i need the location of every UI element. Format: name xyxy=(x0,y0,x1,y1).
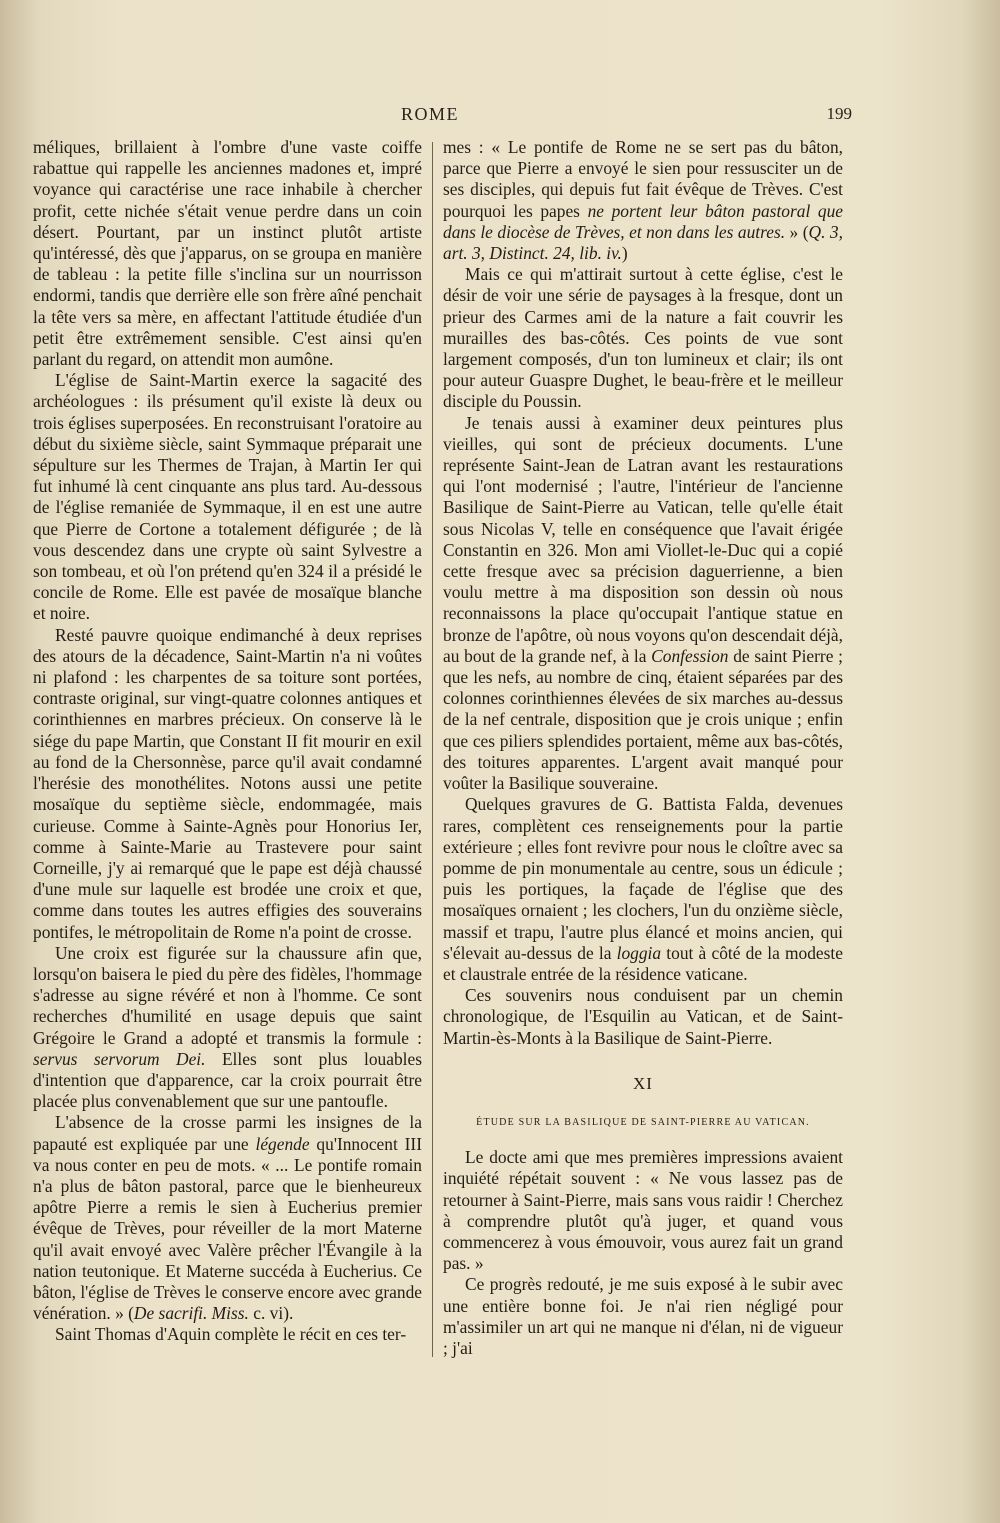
italic-phrase: ne portent leur bâton pastoral que dans le diocèse de Trèves, et non dans les autres. xyxy=(443,200,843,242)
citation: De sacrifi. Miss. xyxy=(133,1303,249,1324)
text-run: mes : « Le pontife de Rome ne se sert pas du bâton, parce que Pierre a envoyé le sien pour ressusciter un de ses disciples, qui depuis fut fait évêque de Trèves. C'est pourquoi les papes xyxy=(443,137,843,221)
right-column xyxy=(443,137,843,1359)
running-head xyxy=(0,104,1000,132)
italic-phrase: légende xyxy=(255,1133,310,1154)
paragraph xyxy=(443,137,843,264)
section-number: XI xyxy=(633,1073,653,1093)
text-run: c. vi). xyxy=(253,1303,294,1324)
text-run: tout à côté de la modeste et claustrale entrée de la résidence vaticane. xyxy=(443,942,843,984)
italic-phrase: servus servorum Dei. xyxy=(33,1048,206,1069)
page-title: ROME xyxy=(400,104,459,124)
text-run: » ( xyxy=(789,221,809,242)
paragraph: méliques, brillaient à l'ombre d'une vaste coiffe rabattue qui rappelle les anciennes madones et, impré voyance qui caractérise une race inhabile à chercher profit, cette nichée s'était venue perdre dans un coin désert. Pourtant, par un instinct plutôt artiste qu'intéressé, dès que j'apparus, on se groupa en manière de tableau : la petite fille s'inclina sur un nourrisson endormi, tandis que derrière elle son frère aîné penchait la tête vers sa mère, en affectant l'attitude étudiée d'un petit être extrêmement sensible. C'est ainsi qu'en parlant du regard, on attendit mon aumône. xyxy=(33,137,422,370)
text-run: de saint Pierre ; que les nefs, au nombre de cinq, étaient séparées par des colonnes corinthiennes élevées de six marches au-dessus de la nef centrale, disposition que je crois unique ; enfin que ces piliers splendides portaient, même aux bas-côtés, des toitures apparentes. L'argent avait manqué pour voûter la Basilique souveraine. xyxy=(443,645,843,794)
text-run: Je tenais aussi à examiner deux peintures plus vieilles, qui sont de précieux documents. L'une représente Saint-Jean de Latran avant les restaurations qui l'ont modernisé ; l'autre, l'intérieur de l'ancienne Basilique de Saint-Pierre au Vatican, telle qu'elle était sous Nicolas V, telle en conséquence que l'avait érigée Constantin en 326. Mon ami Viollet-le-Duc qui a copié cette fresque avec sa précision daguerrienne, a bien voulu mettre à ma disposition son dessin où nous reconnaissons la place qu'occupait l'antique statue en bronze de l'apôtre, où nous voyons qu'on descendait déjà, au bout de la grande nef, à la xyxy=(443,412,843,666)
paragraph xyxy=(443,794,843,985)
paragraph: Le docte ami que mes premières impressions avaient inquiété répétait souvent : « Ne vous lassez pas de retourner à Saint-Pierre, mais sans vous raidir ! Cherchez à comprendre plutôt qu'à juger, et quand vous commencerez à vous émouvoir, vous aurez fait un grand pas. » xyxy=(443,1147,843,1274)
paragraph xyxy=(443,413,843,795)
paragraph xyxy=(33,943,422,1113)
italic-phrase: loggia xyxy=(616,942,662,963)
text-run: qu'Innocent III va nous conter en peu de mots. « ... Le pontife romain n'a plus de bâton pastoral, parce que le bienheureux apôtre Pierre a remis le sien à Eucherius premier évêque de Trèves, pour réveiller de la mort Materne qu'il avait envoyé avec Valère prêcher l'Évangile à la nation teutonique. Et Materne succéda à Eucherius. Ce bâton, l'église de Trèves le conserve encore avec grande vénération. » ( xyxy=(33,1133,422,1324)
paragraph: Ces souvenirs nous conduisent par un chemin chronologique, de l'Esquilin au Vatican, et de Saint-Martin-ès-Monts à la Basilique de Saint-Pierre. xyxy=(443,985,843,1048)
section-title: ÉTUDE SUR LA BASILIQUE DE SAINT-PIERRE AU VATICAN. xyxy=(476,1116,810,1128)
paragraph: Mais ce qui m'attirait surtout à cette église, c'est le désir de voir une série de paysages à la fresque, dont un prieur des Carmes ami de la nature a fait couvrir les murailles des bas-côtés. Ces points de vue sont largement composés, d'un ton lumineux et clair; ils ont pour auteur Guaspre Dughet, le beau-frère et le meilleur disciple du Poussin. xyxy=(443,264,843,412)
paragraph: Resté pauvre quoique endimanché à deux reprises des atours de la décadence, Saint-Martin n'a ni voûtes ni plafond : les charpentes de sa toiture sont portées, contraste original, sur vingt-quatre colonnes antiques et corinthiennes en marbres précieux. On conserve là le siége du pape Martin, que Constant II fit mourir en exil au fond de la Chersonnèse, parce qu'il avait condamné l'herésie des monothélites. Notons aussi une petite mosaïque du septième siècle, endommagée, mais curieuse. Comme à Sainte-Agnès pour Honorius Ier, comme à Sainte-Marie au Trastevere pour saint Corneille, j'y ai remarqué que le pape est déjà chaussé d'une mule sur laquelle est brodée une croix et que, comme dans toutes les autres effigies des souverains pontifes, le métropolitain de Rome n'a point de crosse. xyxy=(33,624,422,942)
text-run: Elles sont plus louables d'intention que d'apparence, car la croix pourrait être placée plus convenablement que sur une pantoufle. xyxy=(33,1048,422,1112)
paragraph: Ce progrès redouté, je me suis exposé à le subir avec une entière bonne foi. Je n'ai rien négligé pour m'assimiler un art qui ne manque ni d'élan, ni de vigueur ; j'ai xyxy=(443,1274,843,1358)
left-column xyxy=(33,137,422,1346)
italic-phrase: Confession xyxy=(651,645,729,666)
text-run: ) xyxy=(621,243,628,264)
text-run: Quelques gravures de G. Battista Falda, devenues rares, complètent ces renseignements pour la partie extérieure ; elles font revivre pour nous le cloître avec sa pomme de pin monumentale au centre, sous un édicule ; puis les portiques, la façade de l'église que des mosaïques ornaient ; les clochers, l'un du onzième siècle, massif et trapu, l'autre plus élancé et moins ancien, qui s'élevait au-dessus de la xyxy=(443,794,843,963)
text-run: L'absence de la crosse parmi les insignes de la papauté est expliquée par une xyxy=(33,1112,422,1154)
column-divider xyxy=(432,142,433,1357)
paragraph xyxy=(33,1112,422,1324)
paragraph: L'église de Saint-Martin exerce la sagacité des archéologues : ils présument qu'il existe là deux ou trois églises superposées. En reconstruisant l'oratoire au début du sixième siècle, saint Symmaque préparait une sépulture sur les Thermes de Trajan, à Martin Ier qui fut inhumé là cent cinquante ans plus tard. Au-dessous de l'église remaniée de Symmaque, il en est une autre que Pierre de Cortone a totalement défigurée ; de là vous descendez dans une crypte où saint Sylvestre a son tombeau, et où l'on prétend qu'en 324 il a présidé le concile de Rome. Elle est pavée de mosaïque blanche et noire. xyxy=(33,370,422,624)
page-number: 199 xyxy=(826,104,852,123)
text-run: Une croix est figurée sur la chaussure afin que, lorsqu'on baisera le pied du père des fidèles, l'hommage s'adresse au signe révéré et non à l'homme. Ce sont recherches d'humilité en usage depuis que saint Grégoire le Grand a adopté et transmis la formule : xyxy=(33,942,422,1048)
paragraph: Saint Thomas d'Aquin complète le récit en ces ter- xyxy=(55,1324,407,1345)
citation: Q. 3, art. 3, Distinct. 24, lib. iv. xyxy=(443,221,843,264)
